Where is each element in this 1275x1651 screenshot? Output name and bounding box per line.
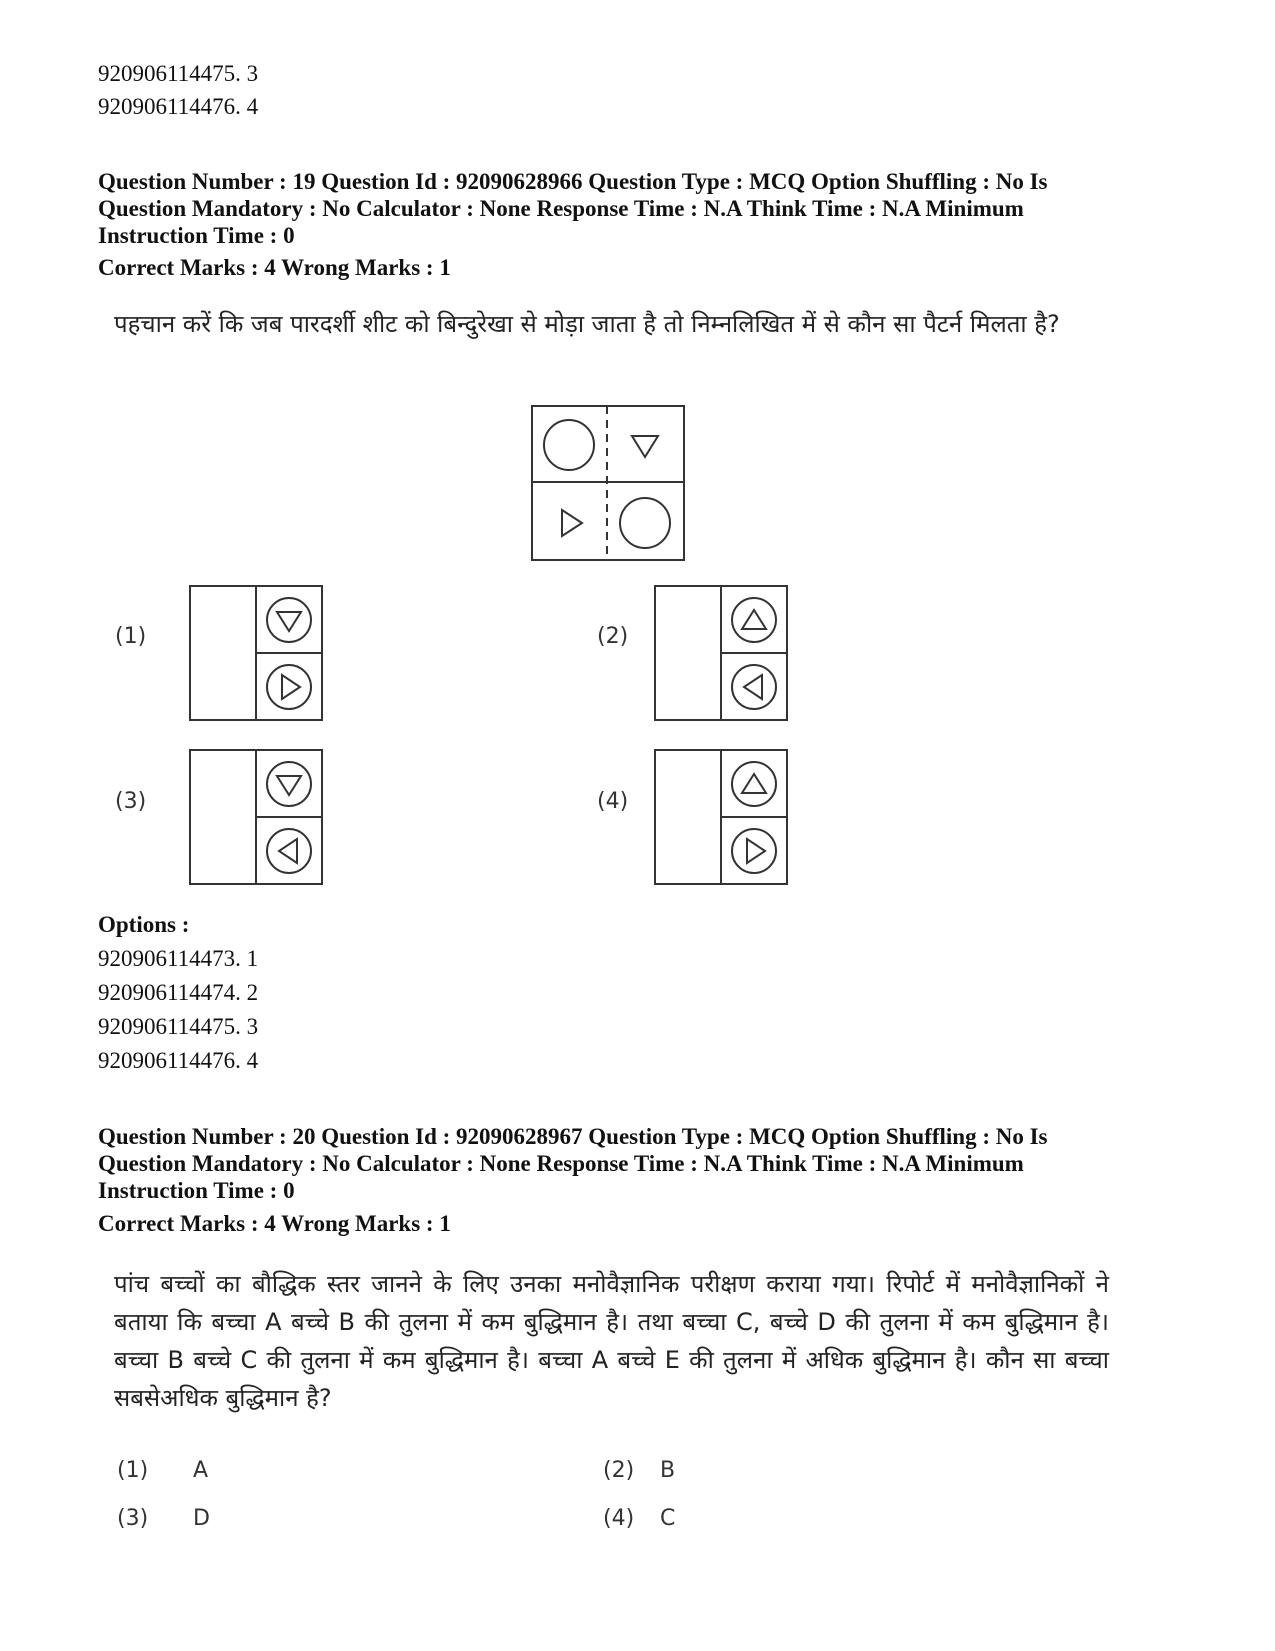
option-line: 920906114476. 4 xyxy=(98,1048,259,1073)
answer-number: (1) xyxy=(117,1458,149,1483)
option-figure-4 xyxy=(654,749,788,885)
answer-number: (4) xyxy=(603,1506,635,1531)
option-line: 920906114475. 3 xyxy=(98,1014,259,1039)
marks-line: Correct Marks : 4 Wrong Marks : 1 xyxy=(98,255,451,280)
answer-value: D xyxy=(193,1506,210,1531)
figure-option-label: (1) xyxy=(115,624,147,649)
question-header-line: Question Number : 19 Question Id : 92090628966 Question Type : MCQ Option Shuffling : No Is xyxy=(98,169,1048,194)
answer-value: C xyxy=(660,1506,676,1531)
option-figure-1 xyxy=(189,585,323,721)
question-header-line: Question Mandatory : No Calculator : None Response Time : N.A Think Time : N.A Minimum xyxy=(98,1151,1024,1176)
question-figure xyxy=(531,405,685,561)
figure-option-label: (2) xyxy=(597,624,629,649)
figure-option-label: (3) xyxy=(115,789,147,814)
question-text: पहचान करें कि जब पारदर्शी शीट को बिन्दुरेखा से मोड़ा जाता है तो निम्नलिखित में से कौन सा पैटर्न मिलता है? xyxy=(114,310,1060,338)
option-line: 920906114475. 3 xyxy=(98,61,259,86)
answer-value: B xyxy=(660,1458,676,1483)
option-line: 920906114476. 4 xyxy=(98,94,259,119)
question-text: पांच बच्चों का बौद्धिक स्तर जानने के लिए उनका मनोवैज्ञानिक परीक्षण कराया गया। रिपोर्ट में मनोवैज्ञानिकों ने बताया कि बच्चा A बच्चे B की तुलना में कम बुद्धिमान है। तथा बच्चा C, बच्चे D की तुलना में कम बुद्धिमान है। बच्चा B बच्चे C की तुलना में कम बुद्धिमान है। बच्चा A बच्चे E की तुलना में अधिक बुद्धिमान है। कौन सा बच्चा सबसेअधिक बुद्धिमान है? xyxy=(114,1270,1109,1412)
answer-value: A xyxy=(193,1458,209,1483)
answer-number: (3) xyxy=(117,1506,149,1531)
option-figure-3 xyxy=(189,749,323,885)
question-header-line: Instruction Time : 0 xyxy=(98,1178,295,1203)
question-header-line: Instruction Time : 0 xyxy=(98,223,295,248)
figure-option-label: (4) xyxy=(597,789,629,814)
marks-line: Correct Marks : 4 Wrong Marks : 1 xyxy=(98,1211,451,1236)
options-label: Options : xyxy=(98,912,190,937)
option-line: 920906114473. 1 xyxy=(98,946,259,971)
question-header-line: Question Number : 20 Question Id : 92090628967 Question Type : MCQ Option Shuffling : No Is xyxy=(98,1124,1048,1149)
option-figure-2 xyxy=(654,585,788,721)
question-header-line: Question Mandatory : No Calculator : None Response Time : N.A Think Time : N.A Minimum xyxy=(98,196,1024,221)
answer-number: (2) xyxy=(603,1458,635,1483)
option-line: 920906114474. 2 xyxy=(98,980,259,1005)
